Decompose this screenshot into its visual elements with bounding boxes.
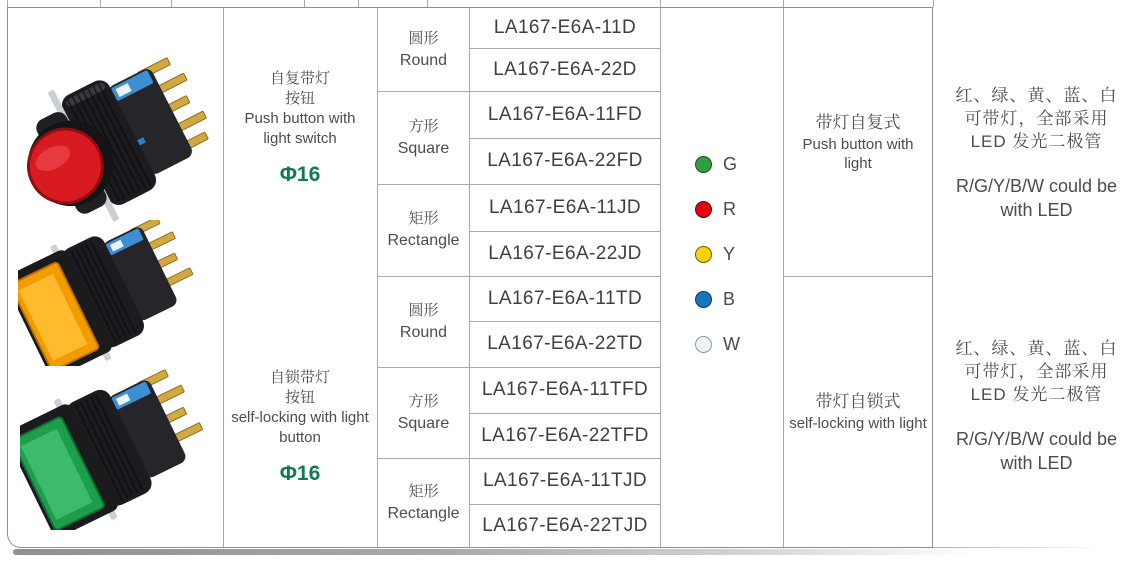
description-line: 自复带灯 <box>269 70 330 87</box>
crop-line-stub <box>171 0 172 7</box>
note-line-zh: LED 发光二极管 <box>970 385 1103 404</box>
description-self-locking-button <box>223 368 377 486</box>
description-line: 自锁带灯 <box>269 369 330 386</box>
type-label-en: self-locking with light <box>789 415 927 432</box>
model-number: LA167-E6A-11JD <box>488 196 642 218</box>
model-cell <box>470 276 660 321</box>
spec-table <box>7 7 933 548</box>
note-line-en: R/G/Y/B/W could be <box>955 176 1118 196</box>
shape-cell-square-1 <box>378 91 469 184</box>
crop-line-stub <box>660 0 661 7</box>
model-cell <box>470 138 660 184</box>
crop-line-stub <box>358 0 359 7</box>
model-number: LA167-E6A-11FD <box>487 103 643 125</box>
legend-item-blue <box>661 277 783 322</box>
led-note-top <box>933 84 1140 222</box>
product-photo-square-green-button <box>20 368 210 530</box>
note-line-zh: 红、绿、黄、蓝、白 <box>955 86 1118 105</box>
description-line: 按钮 <box>284 90 315 107</box>
page-bottom-shadow <box>13 549 978 555</box>
type-cell-self-locking <box>784 276 932 547</box>
model-number: LA167-E6A-11TFD <box>481 379 649 400</box>
type-cell-momentary <box>784 8 932 276</box>
product-photo-square-yellow-button <box>18 220 200 366</box>
model-cell <box>470 231 660 276</box>
led-note-bottom <box>933 337 1140 475</box>
note-line-zh: 红、绿、黄、蓝、白 <box>955 339 1118 358</box>
red-dot-icon <box>695 201 712 218</box>
diameter-label: Φ16 <box>279 163 321 186</box>
model-number: LA167-E6A-22TD <box>487 333 643 354</box>
description-line: self-locking with light <box>231 409 369 426</box>
crop-line-stub <box>783 0 784 7</box>
model-number: LA167-E6A-11TJD <box>482 470 648 491</box>
model-cell <box>470 48 660 91</box>
crop-line-stub <box>304 0 305 7</box>
crop-line-stub <box>7 0 8 7</box>
legend-label: W <box>723 334 740 354</box>
color-legend <box>661 142 783 367</box>
note-line-en: with LED <box>1000 200 1073 220</box>
shape-cell-rectangle-2 <box>378 458 469 547</box>
crop-line-stub <box>100 0 101 7</box>
legend-item-green <box>661 142 783 187</box>
model-cell <box>470 367 660 413</box>
page-bottom-fade-line <box>933 547 1103 548</box>
model-number: LA167-E6A-22JD <box>488 242 642 264</box>
legend-item-yellow <box>661 232 783 277</box>
shape-label-zh: 方形 <box>408 117 439 135</box>
white-dot-icon <box>695 336 712 353</box>
model-cell <box>470 184 660 231</box>
crop-line-stub <box>933 0 934 7</box>
note-line-en <box>933 427 1140 475</box>
shape-cell-rectangle-1 <box>378 184 469 276</box>
shape-label-en: Round <box>399 323 448 341</box>
model-number: LA167-E6A-11TD <box>487 287 643 309</box>
shape-label-zh: 矩形 <box>408 482 439 500</box>
shape-label-zh: 圆形 <box>408 301 439 319</box>
model-cell <box>470 321 660 367</box>
model-cell <box>470 91 660 138</box>
product-photo-round-red-button <box>22 44 216 242</box>
shape-cell-square-2 <box>378 367 469 458</box>
note-line-zh: 可带灯，全部采用 <box>964 109 1109 128</box>
note-line-en <box>933 174 1140 222</box>
shape-label-en: Square <box>397 139 450 157</box>
legend-item-red <box>661 187 783 232</box>
shape-label-en: Square <box>397 414 450 432</box>
legend-label: G <box>723 154 738 174</box>
shape-label-en: Rectangle <box>387 232 460 249</box>
diameter-label: Φ16 <box>279 462 321 485</box>
description-push-button <box>223 69 377 187</box>
model-number: LA167-E6A-22TFD <box>481 424 649 446</box>
type-label-en: light <box>844 155 872 172</box>
shape-label-zh: 方形 <box>408 392 439 410</box>
note-line-en: R/G/Y/B/W could be <box>955 429 1118 449</box>
type-label-zh: 带灯自复式 <box>815 113 901 132</box>
model-cell <box>470 413 660 458</box>
crop-line-stub <box>427 0 428 7</box>
description-line: 按钮 <box>284 389 315 406</box>
description-line: Push button with <box>244 110 356 127</box>
legend-item-white <box>661 322 783 367</box>
shape-label-en: Round <box>399 51 448 69</box>
model-number: LA167-E6A-22FD <box>487 150 643 171</box>
model-cell <box>470 458 660 504</box>
model-cell <box>470 504 660 547</box>
description-line: button <box>279 429 321 446</box>
shape-cell-round-2 <box>378 276 469 367</box>
model-number: LA167-E6A-11D <box>493 17 637 38</box>
legend-label: R <box>723 199 736 219</box>
blue-dot-icon <box>695 291 712 308</box>
shape-cell-round-1 <box>378 8 469 91</box>
legend-label: Y <box>723 244 736 264</box>
shape-label-zh: 矩形 <box>408 210 439 227</box>
note-line-en: with LED <box>1000 453 1073 473</box>
type-label-zh: 带灯自锁式 <box>815 392 901 411</box>
legend-label: B <box>723 289 736 309</box>
model-number: LA167-E6A-22D <box>493 58 637 80</box>
yellow-dot-icon <box>695 246 712 263</box>
green-dot-icon <box>695 156 712 173</box>
description-line: light switch <box>263 130 337 147</box>
note-line-zh: LED 发光二极管 <box>970 132 1103 151</box>
model-number: LA167-E6A-22TJD <box>482 514 648 536</box>
shape-label-zh: 圆形 <box>408 29 439 47</box>
note-line-zh: 可带灯，全部采用 <box>964 362 1109 381</box>
model-cell <box>470 8 660 48</box>
shape-label-en: Rectangle <box>387 504 460 522</box>
type-label-en: Push button with <box>802 136 914 153</box>
